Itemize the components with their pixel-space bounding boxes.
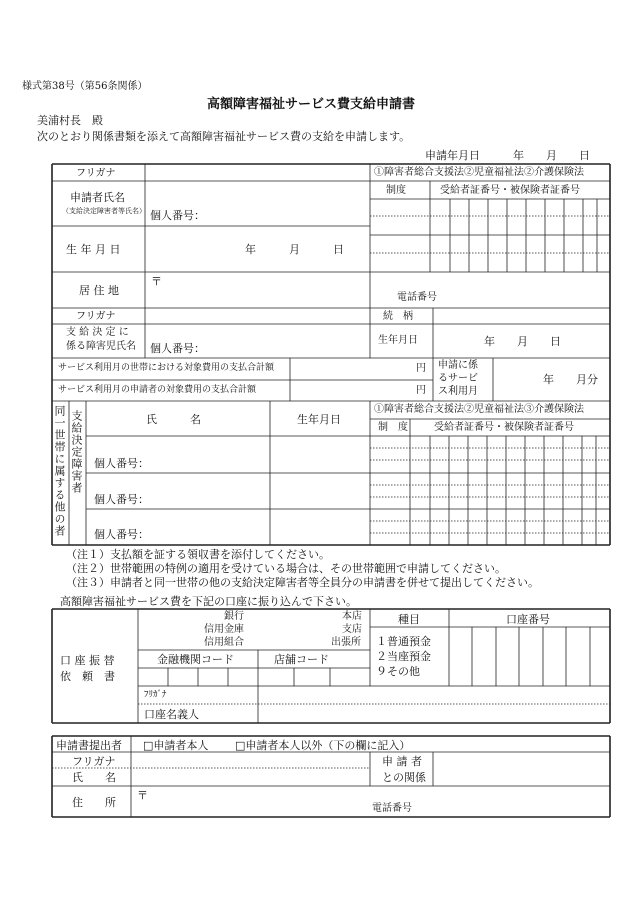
- bank-type-credit-union: 信用組合: [204, 637, 244, 648]
- bank-type-credit-bank: 信用金庫: [204, 624, 244, 635]
- account-no-header: 口座番号: [506, 613, 550, 626]
- submitter-address-label: 住 所: [72, 796, 116, 809]
- service-month-label-3: ス利用月: [438, 386, 478, 397]
- bank-label-1: 口 座 振 替: [60, 654, 115, 667]
- household-side-label-2: 支給決定障害者: [70, 410, 83, 494]
- household-name-header: 氏 名: [146, 413, 201, 426]
- note-1: （注１）支払額を証する領収書を添付してください。: [66, 548, 330, 561]
- intro-text: 次のとおり関係書類を添えて高額障害福祉サービス費の支給を申請します。: [37, 130, 411, 143]
- child-relation-label: 続 柄: [383, 311, 413, 322]
- service-month-value[interactable]: 年 月分: [543, 373, 598, 386]
- form-number: 様式第38号（第56条関係）: [22, 81, 148, 92]
- submitter-label: 申請書提出者: [56, 739, 122, 752]
- household-system-label: 制 度: [378, 422, 408, 433]
- child-personal-no[interactable]: 個人番号：: [150, 342, 205, 355]
- household-recipient-no-label: 受給者証番号・被保険者証番号: [434, 422, 574, 433]
- applicant-recipient-no-label: 受給者証番号・被保険者証番号: [440, 185, 580, 196]
- branch-code-label: 店舗コード: [274, 653, 329, 666]
- applicant-furigana-label: フリガナ: [76, 168, 116, 179]
- child-label-1: 支 給 決 定 に: [66, 327, 129, 338]
- holder-label: 口座名義人: [144, 708, 199, 721]
- account-kind-1[interactable]: １普通預金: [376, 635, 431, 648]
- bank-intro: 高額障害福祉サービス費を下記の口座に振り込んで下さい。: [60, 595, 357, 608]
- bank-label-2: 依 頼 書: [60, 670, 115, 683]
- household-personal-no-2[interactable]: 個人番号：: [94, 493, 149, 506]
- household-side-label-1: 同一世帯に属する他の者: [53, 405, 66, 537]
- household-personal-no-3[interactable]: 個人番号：: [94, 528, 149, 541]
- household-birth-header: 生年月日: [297, 413, 341, 426]
- applicant-postal[interactable]: 〒: [151, 275, 162, 288]
- submitter-furigana-label: フリガナ: [72, 755, 116, 768]
- branch-type-head: 本店: [342, 611, 362, 622]
- account-kind-header: 種目: [398, 613, 420, 626]
- applicant-name-sub: （支給決定障害者等氏名）: [62, 207, 146, 215]
- yen-household: 円: [416, 363, 426, 374]
- applicant-personal-no[interactable]: 個人番号：: [150, 209, 205, 222]
- submitter-postal[interactable]: 〒: [137, 789, 148, 802]
- addressee: 美浦村長 殿: [37, 114, 103, 127]
- service-month-label-2: るサービ: [438, 373, 478, 384]
- note-2: （注２）世帯範囲の特例の適用を受けている場合は、その世帯範囲で申請してください。: [66, 562, 506, 575]
- submitter-name-label: 氏 名: [72, 771, 116, 784]
- submitter-phone[interactable]: 電話番号: [372, 803, 412, 814]
- submitter-option-self[interactable]: □申請者本人: [143, 739, 209, 752]
- bank-type-bank: 銀行: [224, 611, 244, 622]
- submitter-option-other[interactable]: □申請者本人以外（下の欄に記入）: [235, 739, 411, 752]
- bank-code-label: 金融機関コード: [157, 653, 234, 666]
- branch-type-branch: 支店: [342, 624, 362, 635]
- household-total-label: サービス利用月の世帯における対象費用の支払合計額: [58, 363, 275, 373]
- branch-type-sub: 出張所: [331, 637, 361, 648]
- service-month-label-1: 申請に係: [438, 360, 478, 371]
- apply-date[interactable]: 申請年月日 年 月 日: [425, 149, 590, 162]
- applicant-law-header: ①障害者総合支援法②児童福祉法②介護保険法: [374, 167, 584, 178]
- applicant-birth-value[interactable]: 年 月 日: [245, 243, 344, 256]
- account-kind-2[interactable]: ２当座預金: [376, 650, 431, 663]
- applicant-total-label: サービス利用月の申請者の対象費用の支払合計額: [58, 385, 257, 395]
- household-law-header: ①障害者総合支援法②児童福祉法③介護保険法: [374, 404, 584, 415]
- applicant-address-label: 居 住 地: [79, 284, 119, 297]
- applicant-birth-label: 生 年 月 日: [66, 243, 121, 256]
- note-3: （注３）申請者と同一世帯の他の支給決定障害者等全員分の申請書を併せて提出してください。: [66, 576, 539, 589]
- submitter-relation-label-2: との関係: [382, 771, 426, 784]
- form-title: 高額障害福祉サービス費支給申請書: [207, 97, 416, 112]
- child-birth-label: 生年月日: [378, 335, 418, 346]
- household-personal-no-1[interactable]: 個人番号：: [94, 457, 149, 470]
- applicant-phone[interactable]: 電話番号: [397, 292, 437, 303]
- holder-furigana-label: ﾌﾘｶﾞﾅ: [144, 690, 167, 700]
- applicant-system-label: 制度: [386, 185, 406, 196]
- account-kind-9[interactable]: ９その他: [376, 665, 420, 678]
- child-furigana-label: フリガナ: [76, 311, 116, 322]
- child-label-2: 係る障害児氏名: [66, 341, 136, 352]
- yen-applicant: 円: [416, 385, 426, 396]
- submitter-relation-label-1: 申 請 者: [382, 755, 422, 768]
- child-birth-value[interactable]: 年 月 日: [484, 335, 561, 348]
- applicant-name-label: 申請者氏名: [70, 191, 125, 204]
